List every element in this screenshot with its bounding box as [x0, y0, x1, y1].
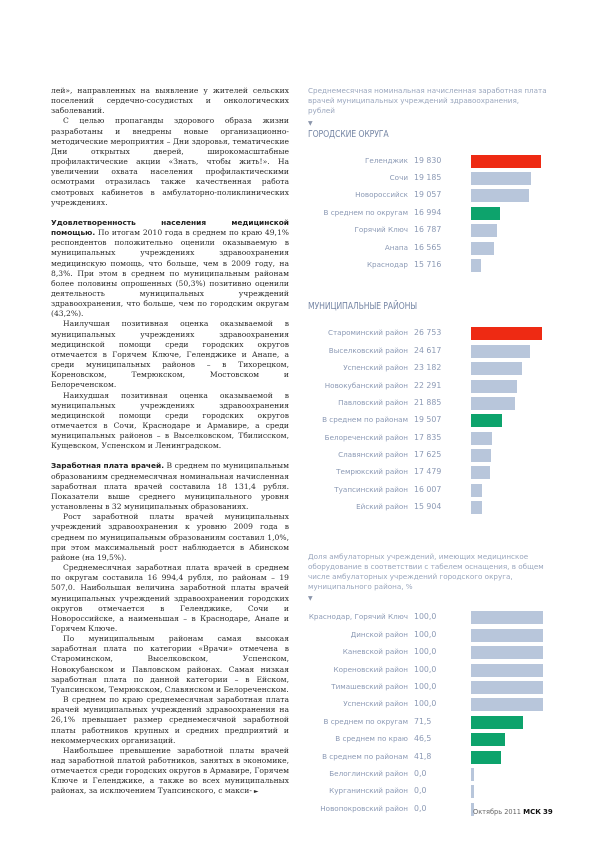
bar — [471, 751, 501, 764]
bar — [471, 716, 523, 729]
category-label: Сочи — [389, 173, 408, 182]
bar-row — [308, 153, 548, 170]
bar — [471, 629, 543, 642]
bar-row — [308, 766, 548, 783]
article-paragraph — [51, 512, 289, 563]
value-label: 19 185 — [414, 173, 442, 182]
paragraph-text: Рост заработной платы врачей муниципальных учреждений здравоохранения к уровню 2009 года в среднем по муниципальным образованиям составил 1,0%, при этом максимальный рост наблюдается в Абинском районе (на 19,5%). — [51, 512, 289, 562]
value-label: 26 753 — [414, 328, 442, 338]
value-label: 100,0 — [414, 612, 437, 622]
bar — [471, 698, 543, 711]
category-label: В среднем по районам — [322, 751, 408, 761]
category-label: Краснодар, Горячий Ключ — [308, 612, 408, 622]
bar-row — [308, 464, 548, 481]
article-paragraph — [51, 634, 289, 695]
category-label: Каневской район — [342, 647, 408, 657]
category-label: Курганинский район — [329, 786, 408, 796]
value-label: 16 007 — [414, 484, 442, 494]
bar-row — [308, 222, 548, 239]
paragraph-text: С целью пропаганды здорового образа жизни разработаны и внедрены новые организационно-методические мероприятия – Дни здоровья, тематические Дни открытых дверей, широкомасштабные профилактические акции «Знать, чтобы жить!». На увеличении охвата населения профилактическими осмотрами отразилась также качественная работа смотровых кабинетов в амбулаторно-поликлинических учреждениях. — [51, 116, 289, 207]
value-label: 100,0 — [414, 629, 437, 639]
continue-arrow-icon: ► — [251, 788, 259, 796]
magazine-name: МСК — [523, 808, 541, 816]
bar-row — [308, 609, 548, 626]
bar — [471, 432, 492, 445]
category-label: Геленджик — [365, 155, 408, 165]
category-label: Павловский район — [338, 397, 408, 407]
chart-equipment-share — [308, 609, 548, 818]
category-label: Анапа — [384, 242, 408, 252]
category-label: Темрюкский район — [336, 467, 408, 477]
bar — [471, 611, 543, 624]
bar — [471, 646, 543, 659]
category-label: Краснодар — [366, 259, 408, 269]
value-label: 17 625 — [414, 450, 442, 460]
bar-row — [308, 662, 548, 679]
bar — [471, 155, 541, 168]
bar-row — [308, 714, 548, 731]
caption-arrow-icon: ▼ — [308, 119, 313, 127]
bar-row — [308, 783, 548, 800]
bar-row — [308, 499, 548, 516]
paragraph-text: Наилучшая позитивная оценка оказываемой в муниципальных учреждениях здравоохранения медицинской помощи среди городских округов отмечается в Горячем Ключе, Геленджике и Анапе, а среди муниципальных районов – в Тихорецком, Кореновском, Темрюкском, Мостовском и Белореченском. — [51, 319, 289, 390]
bar — [471, 327, 542, 340]
bar-row — [308, 412, 548, 429]
category-label: Туапсинский район — [334, 484, 408, 494]
value-label: 19 830 — [414, 155, 442, 165]
category-label: В среднем по округам — [323, 716, 408, 726]
article-paragraph — [51, 116, 289, 207]
bar — [471, 664, 543, 677]
paragraph-text: По муниципальным районам самая высокая заработная плата по категории «Врачи» отмечена в Староминском, Выселковском, Успенском, Новокубанском и Павловском районах. Самая низкая заработная плата по данной категории – в Ейском, Туапсинском, Темрюкском, Славянском и Белореченском. — [51, 634, 289, 694]
caption-arrow-icon: ▼ — [308, 595, 313, 603]
category-label: Ейский район — [356, 502, 408, 512]
bar-row — [308, 170, 548, 187]
value-label: 17 479 — [414, 467, 442, 477]
bar-row — [308, 257, 548, 274]
bar-row — [308, 749, 548, 766]
bar — [471, 380, 517, 393]
bar-row — [308, 430, 548, 447]
bar-row — [308, 240, 548, 257]
bar-row — [308, 627, 548, 644]
value-label: 19 057 — [414, 190, 442, 200]
bar — [471, 397, 515, 410]
paragraph-text: В среднем по краю среднемесячная заработная плата врачей муниципальных учреждений здравоохранения на 26,1% превышает размер среднемесячной заработной платы работников крупных и средних предприятий и некоммерческих организаций. — [51, 695, 289, 745]
category-label: Тимашевский район — [331, 682, 408, 692]
paragraph-text: лей», направленных на выявление у жителей сельских поселений сердечно-сосудистых и онкологических заболеваний. — [51, 86, 289, 116]
value-label: 21 885 — [414, 397, 442, 407]
bar-row — [308, 447, 548, 464]
page-footer — [473, 808, 553, 816]
chart-city-districts — [308, 153, 548, 275]
chart3-title: Доля амбулаторных учреждений, имеющих медицинское оборудование в соответствии с табелем оснащения, в общем числе амбулаторных учреждений городского округа, муниципального района, % — [308, 551, 544, 592]
value-label: 46,5 — [414, 734, 432, 744]
bar — [471, 785, 474, 798]
bar — [471, 501, 482, 514]
paragraph-text: Среднемесячная заработная плата врачей в среднем по округам составила 16 994,4 рубля, по районам – 19 507,0. Наибольшая величина заработной платы врачей муниципальных учреждений здравоохранения городских округов отмечается в Геленджике, Сочи и Новороссийске, а наименьшая – в Краснодаре, Анапе и Горячем Ключе. — [51, 563, 289, 633]
article-paragraph — [51, 86, 289, 116]
category-label: Динской район — [350, 629, 408, 639]
value-label: 16 994 — [414, 207, 442, 217]
value-label: 100,0 — [414, 699, 437, 709]
category-label: Новопокровский район — [320, 803, 408, 813]
value-label: 100,0 — [414, 647, 437, 657]
value-label: 24 617 — [414, 345, 442, 355]
paragraph-text: Наихудшая позитивная оценка оказываемой в муниципальных учреждениях здравоохранения медицинской помощи среди городских округов отмечается в Сочи, Краснодаре и Армавире, а среди муниципальных районов – в Выселковском, Тбилисском, Кущевском, Успенском и Ленинградском. — [51, 390, 289, 451]
bar-row — [308, 343, 548, 360]
paragraph-heading: Удовлетворенность населения медицинской помощью. — [51, 217, 289, 238]
category-label: Новокубанский район — [324, 380, 408, 390]
bar-row — [308, 187, 548, 204]
bar — [471, 768, 474, 781]
category-label: Выселковский район — [328, 345, 408, 355]
bar-row — [308, 731, 548, 748]
page-number: 39 — [543, 808, 553, 816]
value-label: 100,0 — [414, 682, 437, 692]
category-label: В среднем по районам — [322, 415, 408, 425]
paragraph-text: В среднем по муниципальным образованиям среднемесячная номинальная начисленная заработная плата врачей составила 18 131,4 рубля. Показатели выше среднего муниципального уровня установлены в 32 муниципальных образованиях. — [51, 461, 289, 512]
bar — [471, 681, 543, 694]
bar-row — [308, 325, 548, 342]
category-label: В среднем по округам — [323, 207, 408, 217]
bar — [471, 172, 531, 185]
article-paragraph — [51, 746, 289, 798]
value-label: 41,8 — [414, 751, 432, 761]
bar — [471, 362, 522, 375]
value-label: 100,0 — [414, 664, 437, 674]
bar — [471, 733, 505, 746]
article-paragraph — [51, 218, 289, 320]
paragraph-text: По итогам 2010 года в среднем по краю 49,1% респондентов положительно оценили оказываемую в муниципальных учреждениях здравоохранения медицинскую помощь, что больше, чем в 2009 году, на 8,3%. При этом в среднем по муниципальным районам более половины опрошенных (50,3%) позитивно оценили деятельность муниципальных учреждений здравоохранения, что больше, чем по городским округам (43,2%). — [51, 228, 289, 319]
value-label: 19 507 — [414, 415, 442, 425]
bar — [471, 189, 529, 202]
value-label: 23 182 — [414, 363, 442, 373]
bar — [471, 466, 490, 479]
issue-date: Октябрь 2011 — [473, 808, 521, 816]
chart-municipal-districts — [308, 325, 548, 516]
value-label: 16 565 — [414, 242, 442, 252]
article-paragraph — [51, 563, 289, 634]
bar-row — [308, 205, 548, 222]
category-label: Успенский район — [343, 699, 408, 709]
paragraph-text: Наибольшее превышение заработной платы врачей над заработной платой работников, занятых в экономике, отмечается среди городских округов в Армавире, Горячем Ключе и Геленджике, а также во всех муниципальных районах, за исключением Туапсинского, с макси- — [51, 745, 289, 796]
bar-row — [308, 644, 548, 661]
bar — [471, 224, 497, 237]
category-label: Кореновский район — [333, 664, 408, 674]
bar — [471, 484, 482, 497]
bar — [471, 207, 500, 220]
article-paragraph — [51, 319, 289, 390]
category-label: Белореченский район — [324, 432, 408, 442]
value-label: 0,0 — [414, 768, 427, 778]
article-paragraph — [51, 461, 289, 512]
bar-row — [308, 360, 548, 377]
bar — [471, 259, 481, 272]
value-label: 15 904 — [414, 502, 442, 512]
category-label: Староминский район — [327, 328, 408, 338]
value-label: 15 716 — [414, 259, 442, 269]
value-label: 16 787 — [414, 225, 442, 235]
value-label: 71,5 — [414, 716, 432, 726]
bar — [471, 414, 502, 427]
bar — [471, 242, 494, 255]
bar-row — [308, 378, 548, 395]
value-label: 22 291 — [414, 380, 442, 390]
bar — [471, 449, 491, 462]
chart1-title: Среднемесячная номинальная начисленная заработная плата врачей муниципальных учреждений здравоохранения, рублей — [308, 86, 547, 116]
bar-row — [308, 696, 548, 713]
category-label: Славянский район — [338, 450, 408, 460]
bar-row — [308, 679, 548, 696]
article-paragraph — [51, 695, 289, 746]
chart1-subtitle: ГОРОДСКИЕ ОКРУГА — [308, 128, 389, 140]
bar-row — [308, 395, 548, 412]
article-paragraph — [51, 391, 289, 452]
article-text-column — [51, 86, 289, 798]
category-label: Горячий Ключ — [354, 225, 408, 235]
paragraph-heading: Заработная плата врачей. — [51, 461, 165, 471]
value-label: 17 835 — [414, 432, 442, 442]
category-label: Белоглинский район — [329, 768, 408, 778]
category-label: Успенский район — [343, 363, 408, 373]
bar — [471, 345, 530, 358]
category-label: Новороссийск — [355, 190, 408, 200]
charts-column — [308, 86, 548, 818]
category-label: В среднем по краю — [335, 734, 408, 744]
value-label: 0,0 — [414, 786, 427, 796]
chart2-subtitle: МУНИЦИПАЛЬНЫЕ РАЙОНЫ — [308, 301, 417, 313]
bar-row — [308, 482, 548, 499]
value-label: 0,0 — [414, 803, 427, 813]
